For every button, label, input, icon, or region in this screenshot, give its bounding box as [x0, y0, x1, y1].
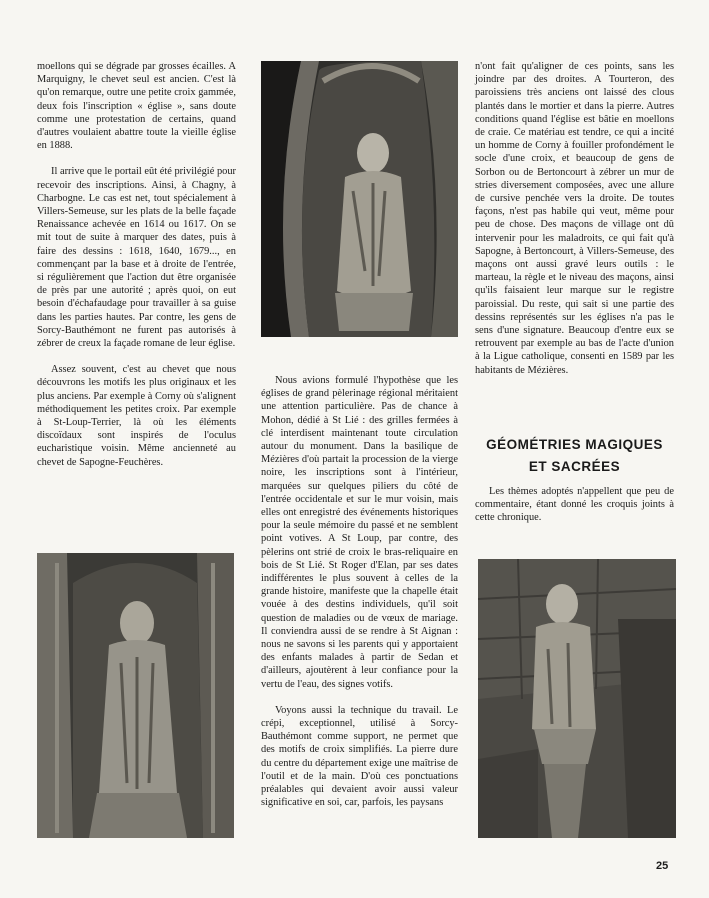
column-2 — [261, 374, 458, 823]
page-number: 25 — [656, 860, 669, 872]
section-heading — [475, 434, 674, 478]
paragraph: n'ont fait qu'aligner de ces points, sans les joindre par des droites. A Tourteron, des paroissiens très anciens ont laissé des clous plantés dans le mortier et dans la pierre. Autres conditions quand l'église est bâtie en moellons de craie. Ce matériau est tendre, ce qui a incité un homme de Corny à fouiller profondément le socle d'une croix, et beaucoup de gens de Sorbon ou de Bertoncourt à zébrer un mur de stries diversement composées, avec une allure de cursive penchée vers la droite. De toutes façons, n'est pas habile qui veut, même pour peu de chose. Des maçons de village ont dû intervenir pour les maladroits, ce qui fait qu'à Sapogne, à Bertoncourt, à Villers-Semeuse, des maçons ont aussi gravé leurs outils : le marteau, la règle et le niveau des maçons, ainsi qu'ils faisaient leur marque sur le registre paroissial. Du reste, qui sait si une partie des dessins représentés sur les églises n'a pas le sens d'une signature. Beaucoup d'entre eux se retrouvent par exemple au bas de l'acte d'union à la Ligue catholique, consenti en 1589 par les habitants de Mézières. — [475, 61, 674, 376]
paragraph: Assez souvent, c'est au chevet que nous découvrons les motifs les plus originaux et les plus anciens. Par exemple à Corny où s'alignent méthodiquement les petites croix. Par exemple à St-Loup-Terrier, là où les éléments discoïdaux sont inspirés de l'oculus eucharistique voisin. Même ancienneté au chevet de Sapogne-Feuchères. — [37, 364, 236, 468]
photo-saint-statue-niche — [261, 61, 458, 337]
paragraph: Il arrive que le portail eût été privilégié pour recevoir des inscriptions. Ainsi, à Chagny, à Charbogne. Le cas est net, tout spécialement à Villers-Semeuse, sur les plats de la belle façade Renaissance achevée en 1614 ou 1617. On se mit tout de suite à marquer des dates, puis à faire des dessins : 1618, 1640, 1679..., en commençant par la base et à droite de l'entrée, si régulièrement que l'action dut être organisée de près par une autorité ; après quoi, on eut besoin d'échafaudage pour travailler à sa guise dans les parties hautes. Par contre, les gens de Sorcy-Bauthémont ne furent pas autorisés à zébrer de creux la façade romane de leur église. — [37, 166, 236, 350]
paragraph: Les thèmes adoptés n'appellent que peu de commentaire, étant donné les croquis joints à cette chronique. — [475, 486, 674, 524]
heading-line: ET SACRÉES — [528, 459, 621, 474]
photo-saint-statue-pillar — [478, 559, 676, 838]
column-1 — [37, 60, 236, 482]
heading-line: GÉOMÉTRIES MAGIQUES — [486, 437, 663, 452]
paragraph: Voyons aussi la technique du travail. Le crépi, exceptionnel, utilisé à Sorcy-Bauthémont comme support, ne permet que des motifs de croix simplifiés. La pierre dure du centre du département exige une maîtrise de l'outil et de la main. D'où ces ponctuations préalables qui devaient avoir aussi valeur significative en soi, car, parfois, les paysans — [261, 704, 458, 809]
paragraph: moellons qui se dégrade par grosses écailles. A Marquigny, le chevet seul est ancien. C'est là qu'on remarque, outre une petite croix gammée, deux fois l'inscription « église », sans doute comme une protestation de certains, quand d'autres voulaient abattre toute la vieille église en 1888. — [37, 61, 236, 152]
column-3-after-heading — [475, 485, 674, 538]
paragraph: Nous avions formulé l'hypothèse que les églises de grand pèlerinage régional méritaient une attention particulière. Pas de chance à Mohon, dédié à St Lié : des grilles fermées à clé interdisent maintenant toute circulation autour du monument. Dans la basilique de Mézières d'où partait la procession de la vierge noire, les inscriptions sont à l'intérieur, marquées sur quelques piliers du côté de l'entrée occidentale et sur le mur voisin, mais elles ont enregistré des événements historiques pour la seule mémoire du passé et ne semblent point votives. A St Loup, par contre, des pèlerins ont strié de croix le bras-reliquaire en bois de St Lié. St Roger d'Elan, par ses dates indifférentes le plus souvent à celles de la grande histoire, manifeste que la chapelle était vouée à des destins individuels, qu'il soit question de maladies ou de vœux de mariage. Il conviendra aussi de se rendre à St Aignan : nous ne savons si les parents qui y apportaient des enfants malades à partir de Sedan et d'ailleurs, ajoutèrent à leur confiance pour la vertu de l'eau, des signes votifs. — [261, 375, 458, 690]
photo-virgin-statue-niche — [37, 553, 234, 838]
column-3 — [475, 60, 674, 390]
